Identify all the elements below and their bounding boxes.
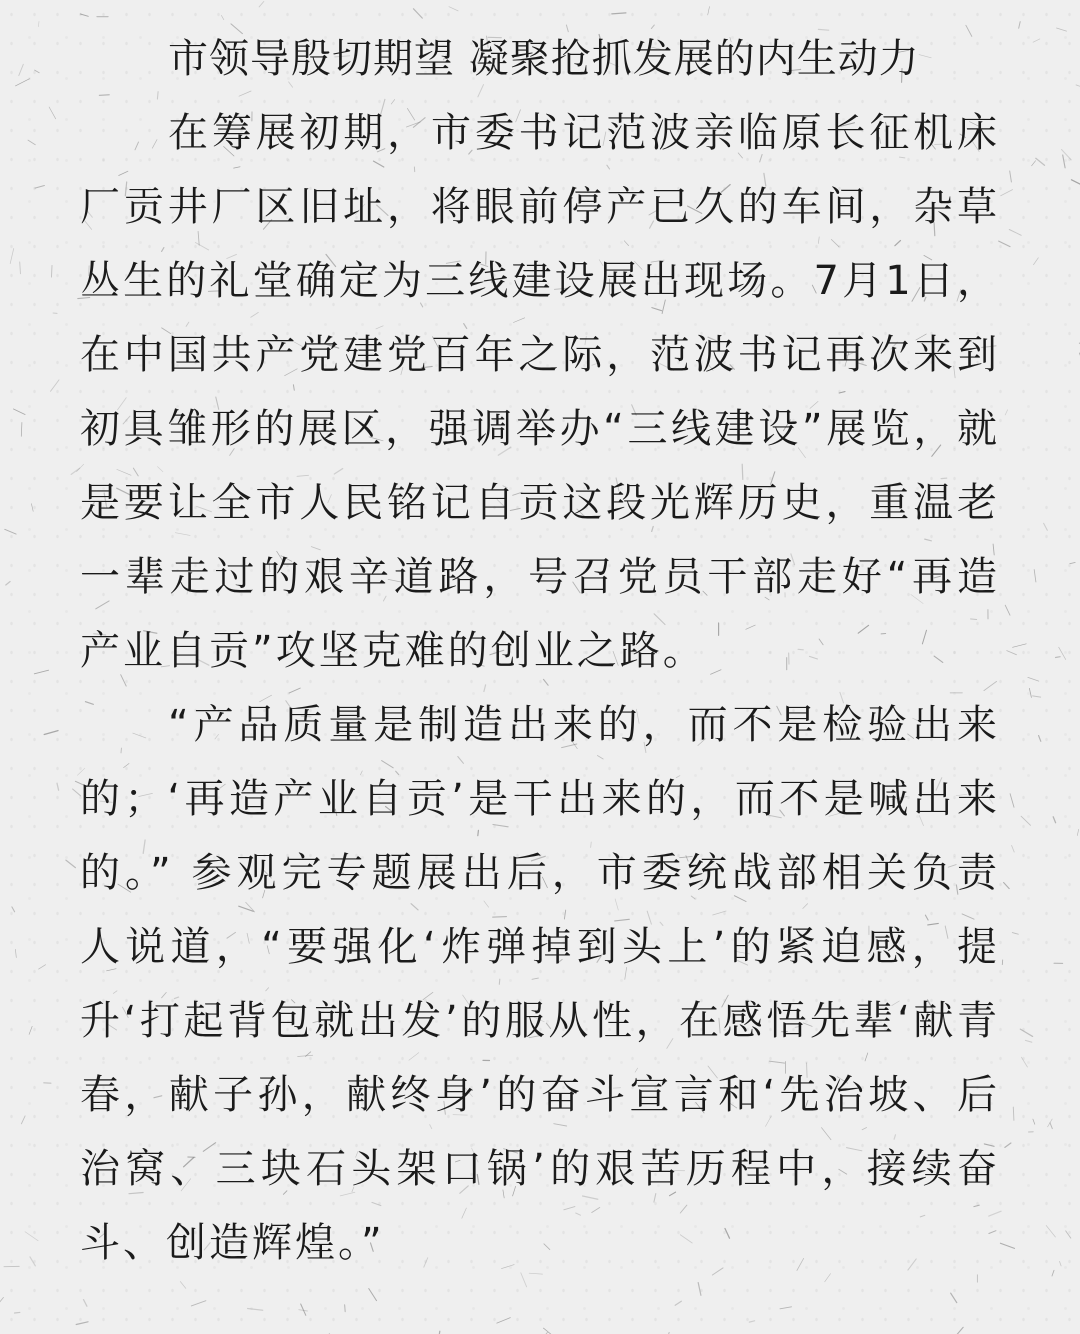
- paper-fiber: [191, 1301, 206, 1306]
- paper-fiber: [999, 241, 1010, 247]
- paper-fiber: [34, 670, 48, 674]
- paper-fiber: [57, 783, 59, 790]
- paper-fiber: [1012, 846, 1015, 853]
- paper-fiber: [1032, 161, 1036, 166]
- paper-fiber: [221, 15, 223, 19]
- paper-fiber: [414, 9, 423, 18]
- paper-fiber: [6, 582, 10, 586]
- paper-fiber: [28, 140, 35, 145]
- paper-fiber: [84, 1300, 87, 1307]
- paper-fiber: [449, 7, 458, 11]
- paper-fiber: [675, 1301, 681, 1305]
- paper-fiber: [38, 21, 39, 26]
- paper-fiber: [1004, 883, 1010, 889]
- paper-fiber: [1005, 605, 1010, 615]
- paper-fiber: [0, 1298, 3, 1310]
- paper-fiber: [35, 186, 44, 189]
- paper-fiber: [1057, 28, 1067, 31]
- paper-fiber: [44, 731, 58, 735]
- paper-fiber: [698, 1283, 701, 1296]
- paper-fiber: [259, 2, 264, 7]
- paper-fiber: [612, 13, 626, 14]
- paper-fiber: [1052, 1270, 1054, 1276]
- paper-fiber: [749, 1321, 754, 1322]
- paper-fiber: [1076, 85, 1080, 88]
- paper-fiber: [1025, 1040, 1031, 1042]
- paper-fiber: [543, 1328, 555, 1334]
- paper-fiber: [1020, 1029, 1032, 1036]
- paper-fiber: [1050, 1123, 1052, 1129]
- paper-fiber: [20, 262, 21, 274]
- paper-fiber: [1001, 190, 1013, 196]
- paper-fiber: [497, 1318, 511, 1324]
- paper-fiber: [1013, 644, 1027, 648]
- paper-fiber: [1021, 816, 1030, 825]
- paper-fiber: [1033, 696, 1041, 697]
- paper-fiber: [1034, 570, 1036, 582]
- paper-fiber: [369, 1289, 377, 1301]
- paper-fiber: [71, 468, 79, 474]
- paper-fiber: [49, 107, 56, 119]
- paper-fiber: [1005, 1143, 1011, 1147]
- paper-fiber: [39, 965, 46, 969]
- paper-fiber: [1028, 677, 1039, 681]
- paper-fiber: [15, 1312, 20, 1313]
- paper-fiber: [80, 14, 88, 16]
- paper-fiber: [951, 1293, 957, 1302]
- paper-fiber: [780, 1307, 792, 1309]
- paper-fiber: [180, 1282, 186, 1289]
- paper-fiber: [1021, 1057, 1027, 1067]
- paper-fiber: [708, 7, 710, 16]
- paper-fiber: [1070, 563, 1075, 564]
- paper-fiber: [1034, 258, 1039, 265]
- paragraph-quote: “产品质量是制造出来的，而不是检验出来的；‘再造产业自贡’是干出来的，而不是喊出来的。” 参观完专题展出后，市委统战部相关负责人说道，“要强化‘炸弹掉到头上’的紧迫感，提升‘打起背包就出发’的服从性，在感悟先辈‘献青春，献子孙，献终身’的奋斗宣言和‘先治坡、后治窝、三块石头架口锅’的艰苦历程中，接续奋斗、创造辉煌。”: [80, 702, 1000, 1266]
- paper-fiber: [345, 1305, 346, 1312]
- paper-fiber: [1012, 933, 1018, 935]
- paper-fiber: [21, 1116, 25, 1124]
- paper-fiber: [29, 1026, 32, 1034]
- article-body: [80, 22, 1000, 1280]
- paper-fiber: [1063, 155, 1065, 168]
- paper-fiber: [1009, 230, 1021, 236]
- paragraph-exhibition-planning: 在筹展初期，市委书记范波亲临原长征机床厂贡井厂区旧址，将眼前停产已久的车间，杂草丛生的礼堂确定为三线建设展出现场。7月1日，在中国共产党建党百年之际，范波书记再次来到初具雏形的展区，强调举办“三线建设”展览，就是要让全市人民铭记自贡这段光辉历史，重温老一辈走过的艰辛道路，号召党员干部走好“再造产业自贡”攻坚克难的创业之路。: [80, 110, 1000, 674]
- paper-fiber: [15, 949, 16, 957]
- paper-fiber: [66, 860, 76, 868]
- paper-fiber: [5, 529, 16, 534]
- paper-fiber: [1029, 688, 1031, 697]
- paper-fiber: [76, 1322, 88, 1325]
- paper-fiber: [1060, 1261, 1062, 1266]
- paper-fiber: [1059, 647, 1066, 659]
- paper-fiber: [35, 70, 40, 73]
- paper-fiber: [15, 79, 29, 86]
- paper-fiber: [1010, 794, 1014, 808]
- paper-fiber: [51, 380, 60, 391]
- paper-fiber: [1000, 1243, 1014, 1248]
- paper-fiber: [19, 64, 24, 75]
- paper-fiber: [52, 265, 53, 277]
- paper-fiber: [31, 504, 33, 512]
- paper-fiber: [1039, 736, 1041, 742]
- paper-fiber: [1033, 39, 1040, 42]
- paper-fiber: [1053, 817, 1055, 823]
- paper-fiber: [1036, 158, 1045, 165]
- paper-fiber: [248, 1309, 263, 1311]
- paper-fiber: [30, 1257, 35, 1266]
- paper-fiber: [1010, 171, 1012, 182]
- paper-fiber: [1046, 1226, 1055, 1238]
- paper-fiber: [1013, 1107, 1014, 1120]
- paper-fiber: [1007, 651, 1017, 655]
- paper-fiber: [10, 249, 14, 264]
- paper-fiber: [954, 1327, 964, 1334]
- section-heading: 市领导殷切期望 凝聚抢抓发展的内生动力: [168, 36, 920, 82]
- paper-fiber: [1077, 829, 1078, 835]
- paper-fiber: [1072, 180, 1080, 186]
- paper-fiber: [1056, 657, 1061, 658]
- paper-fiber: [14, 409, 26, 415]
- paper-fiber: [1066, 1231, 1071, 1238]
- paper-fiber: [1005, 410, 1007, 415]
- paper-fiber: [1044, 523, 1048, 530]
- paper-fiber: [25, 1232, 38, 1241]
- paper-fiber: [1033, 1119, 1035, 1124]
- paper-fiber: [12, 907, 15, 912]
- paper-fiber: [21, 423, 22, 437]
- paper-fiber: [1019, 22, 1021, 29]
